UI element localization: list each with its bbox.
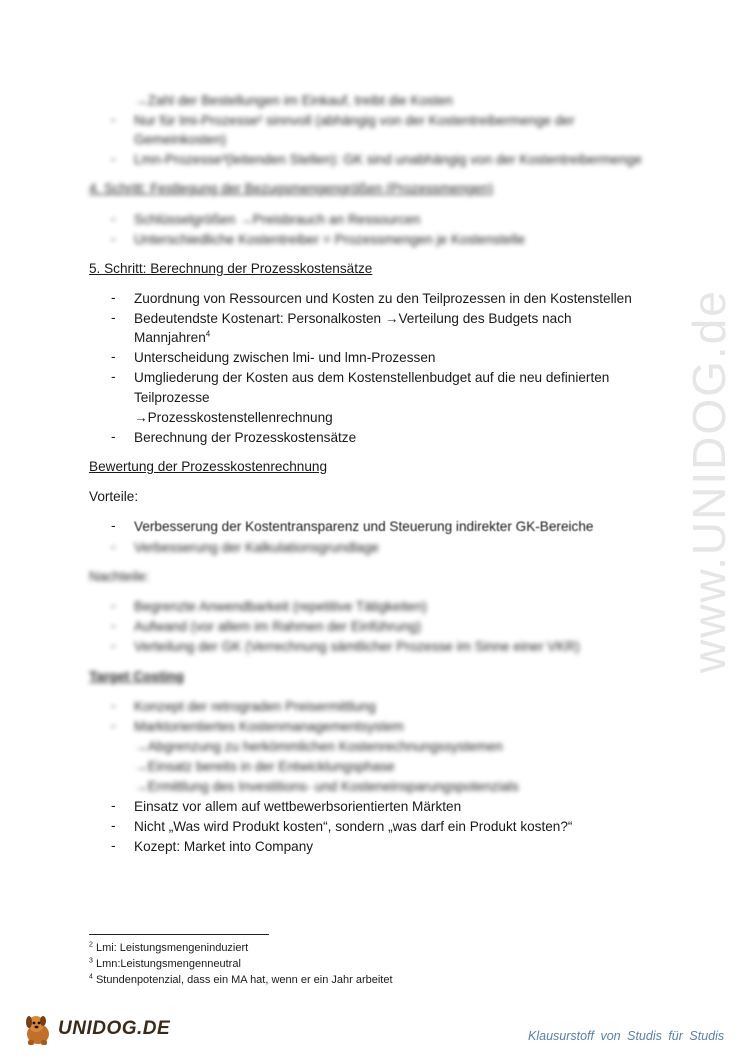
list-item-continuation: →Prozesskostenstellenrechnung	[134, 410, 333, 425]
bullet-dash: -	[111, 290, 116, 305]
footnote: $^2$ Lmi: Leistungsmengeninduziert	[89, 941, 249, 954]
list-item: Begrenzte Anwendbarkeit (repetitive Tätigkeiten)	[134, 599, 427, 614]
bullet-dash: -	[111, 718, 116, 733]
list-item-continuation: →Abgrenzung zu herkömmlichen Kostenrechnungssystemen	[134, 739, 503, 754]
dog-icon	[22, 1012, 54, 1046]
bewertung-heading: Bewertung der Prozesskostenrechnung	[89, 459, 328, 474]
bullet-dash: -	[111, 838, 116, 853]
list-item: Nicht „Was wird Produkt kosten“, sondern „was darf ein Produkt kosten?“	[134, 819, 573, 834]
list-item: Verteilung der GK (Verrechnung sämtlicher Prozesse im Sinne einer VKR)	[134, 639, 580, 654]
list-item: Unterschiedliche Kostentreiber = Prozessmengen je Kostenstelle	[134, 232, 526, 247]
nachteile-label: Nachteile:	[89, 569, 150, 584]
logo-text: UNIDOG.DE	[58, 1018, 171, 1039]
bullet-dash: -	[111, 618, 116, 633]
list-item: Verbesserung der Kalkulationsgrundlage	[134, 540, 379, 555]
list-item: Zuordnung von Ressourcen und Kosten zu den Teilprozessen in den Kostenstellen	[134, 291, 632, 306]
list-item: Nur für lmi-Prozesse² sinnvoll (abhängig von der Kostentreibermenge der	[134, 113, 575, 128]
bullet-dash: -	[111, 539, 116, 554]
list-item: →Zahl der Bestellungen im Einkauf, treibt die Kosten	[134, 93, 453, 108]
list-item: Einsatz vor allem auf wettbewerbsorientierten Märkten	[134, 799, 462, 814]
unidog-logo	[22, 1012, 171, 1048]
bullet-dash: -	[111, 518, 116, 533]
bullet-dash: -	[111, 818, 116, 833]
step5-heading: 5. Schritt: Berechnung der Prozesskostensätze	[89, 261, 373, 276]
list-item-continuation: →Ermittlung des Investitions- und Kosteneinsparungspotenzials	[134, 779, 519, 794]
list-item: Unterscheidung zwischen lmi- und lmn-Prozessen	[134, 350, 436, 365]
bullet-dash: -	[111, 151, 116, 166]
list-item: Bedeutendste Kostenart: Personalkosten →Verteilung des Budgets nach	[134, 311, 572, 326]
bullet-dash: -	[111, 429, 116, 444]
target-costing-heading: Target Costing	[89, 669, 184, 684]
list-item: Schlüsselgrößen →Preisbrauch an Ressourcen	[134, 212, 421, 227]
list-item-continuation: Teilprozesse	[134, 390, 210, 405]
footer-slogan: Klausurstoff von Studis für Studis	[528, 1029, 725, 1043]
bullet-dash: -	[111, 349, 116, 364]
bullet-dash: -	[111, 638, 116, 653]
list-item: Gemeinkosten)	[134, 132, 227, 147]
footnote-separator	[89, 934, 269, 935]
bullet-dash: -	[111, 211, 116, 226]
list-item-continuation: Mannjahren$^4$	[134, 329, 211, 345]
footnote: $^4$ Stundenpotenzial, dass ein MA hat, wenn er ein Jahr arbeitet	[89, 973, 393, 986]
bullet-dash: -	[111, 698, 116, 713]
list-item: Kozept: Market into Company	[134, 839, 314, 854]
bullet-dash: -	[111, 310, 116, 325]
bullet-dash: -	[111, 369, 116, 384]
list-item: Konzept der retrograden Preisermittlung	[134, 699, 376, 714]
bullet-dash: -	[111, 112, 116, 127]
list-item: Verbesserung der Kostentransparenz und Steuerung indirekter GK-Bereiche	[134, 519, 594, 534]
list-item: Marktorientiertes Kostenmanagementsystem	[134, 719, 404, 734]
step4-heading: 4. Schritt: Festlegung der Bezugsmengengrößen (Prozessmengen)	[89, 181, 494, 196]
bullet-dash: -	[111, 231, 116, 246]
list-item: Berechnung der Prozesskostensätze	[134, 430, 357, 445]
footnote: $^3$ Lmn:Leistungsmengenneutral	[89, 957, 241, 970]
list-item: Umgliederung der Kosten aus dem Kostenstellenbudget auf die neu definierten	[134, 370, 610, 385]
watermark: www.UNIDOG.de	[683, 289, 735, 673]
vorteile-label: Vorteile:	[89, 489, 139, 504]
list-item-continuation: →Einsatz bereits in der Entwicklungsphase	[134, 759, 395, 774]
bullet-dash: -	[111, 598, 116, 613]
bullet-dash: -	[111, 798, 116, 813]
list-item: Lmn-Prozesse³(leitenden Stellen): GK sind unabhängig von der Kostentreibermenge	[134, 152, 642, 167]
list-item: Aufwand (vor allem im Rahmen der Einführung)	[134, 619, 422, 634]
